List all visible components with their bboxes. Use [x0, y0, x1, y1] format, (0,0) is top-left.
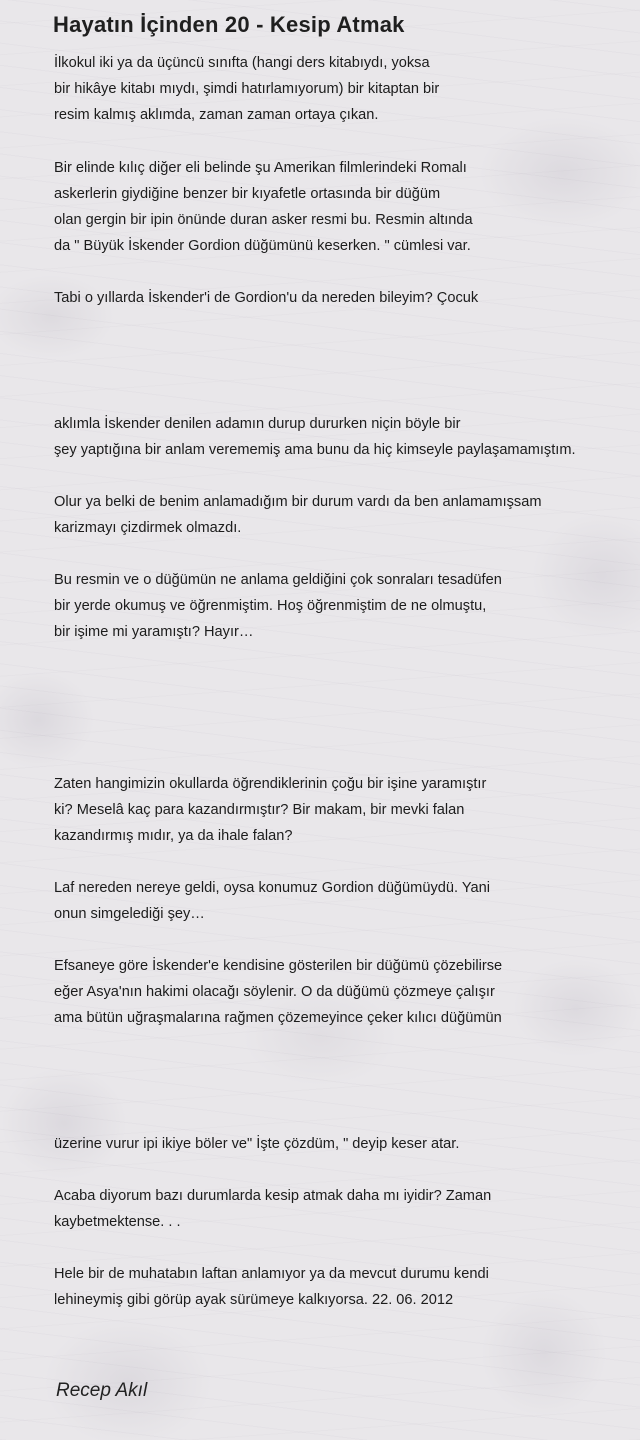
poem-line: ki? Meselâ kaç para kazandırmıştır? Bir makam, bir mevki falan — [54, 802, 465, 818]
poem-line: da " Büyük İskender Gordion düğümünü keserken. " cümlesi var. — [54, 238, 471, 254]
poet-name: Recep Akıl — [56, 1380, 148, 1401]
poem-line: Zaten hangimizin okullarda öğrendiklerinin çoğu bir işine yaramıştır — [54, 776, 487, 792]
poem-line: Acaba diyorum bazı durumlarda kesip atmak daha mı iyidir? Zaman — [54, 1188, 492, 1204]
poem-line: karizmayı çizdirmek olmazdı. — [54, 520, 242, 536]
poem-line: Hele bir de muhatabın laftan anlamıyor ya da mevcut durumu kendi — [54, 1266, 489, 1282]
poem-line: resim kalmış aklımda, zaman zaman ortaya çıkan. — [54, 107, 379, 123]
poem-line: olan gergin bir ipin önünde duran asker resmi bu. Resmin altında — [54, 212, 473, 228]
poem-line: onun simgelediği şey… — [54, 906, 205, 922]
poem-line: üzerine vurur ipi ikiye böler ve" İşte çözdüm, " deyip keser atar. — [54, 1136, 460, 1152]
poem-title: Hayatın İçinden 20 - Kesip Atmak — [53, 12, 405, 37]
poem-line: kaybetmektense. . . — [54, 1214, 181, 1230]
poem-line: Bir elinde kılıç diğer eli belinde şu Amerikan filmlerindeki Romalı — [54, 160, 467, 176]
poem-line: şey yaptığına bir anlam verememiş ama bunu da hiç kimseyle paylaşamamıştım. — [54, 442, 576, 458]
poem-line: Olur ya belki de benim anlamadığım bir durum vardı da ben anlamamışsam — [54, 494, 542, 510]
poem-line: askerlerin giydiğine benzer bir kıyafetle ortasında bir düğüm — [54, 186, 441, 202]
poem-line: aklımla İskender denilen adamın durup dururken niçin böyle bir — [54, 416, 461, 432]
poem-line: İlkokul iki ya da üçüncü sınıfta (hangi ders kitabıydı, yoksa — [54, 55, 430, 71]
poem-line: bir hikâye kitabı mıydı, şimdi hatırlamıyorum) bir kitaptan bir — [54, 81, 440, 97]
poem-line: Tabi o yıllarda İskender'i de Gordion'u da nereden bileyim? Çocuk — [54, 290, 479, 306]
poem-line: ama bütün uğraşmalarına rağmen çözemeyince çeker kılıcı düğümün — [54, 1010, 502, 1026]
poem-line: Efsaneye göre İskender'e kendisine gösterilen bir düğümü çözebilirse — [54, 958, 503, 974]
poem-line: lehineymiş gibi görüp ayak sürümeye kalkıyorsa. 22. 06. 2012 — [54, 1292, 454, 1308]
poem-line: bir yerde okumuş ve öğrenmiştim. Hoş öğrenmiştim de ne olmuştu, — [54, 598, 487, 614]
poem-line: Bu resmin ve o düğümün ne anlama geldiğini çok sonraları tesadüfen — [54, 572, 502, 588]
poem-line: kazandırmış mıdır, ya da ihale falan? — [54, 828, 293, 844]
poem-line: bir işime mi yaramıştı? Hayır… — [54, 624, 254, 640]
poem-line: Laf nereden nereye geldi, oysa konumuz Gordion düğümüydü. Yani — [54, 880, 490, 896]
poem-line: eğer Asya'nın hakimi olacağı söylenir. O da düğümü çözmeye çalışır — [54, 984, 495, 1000]
